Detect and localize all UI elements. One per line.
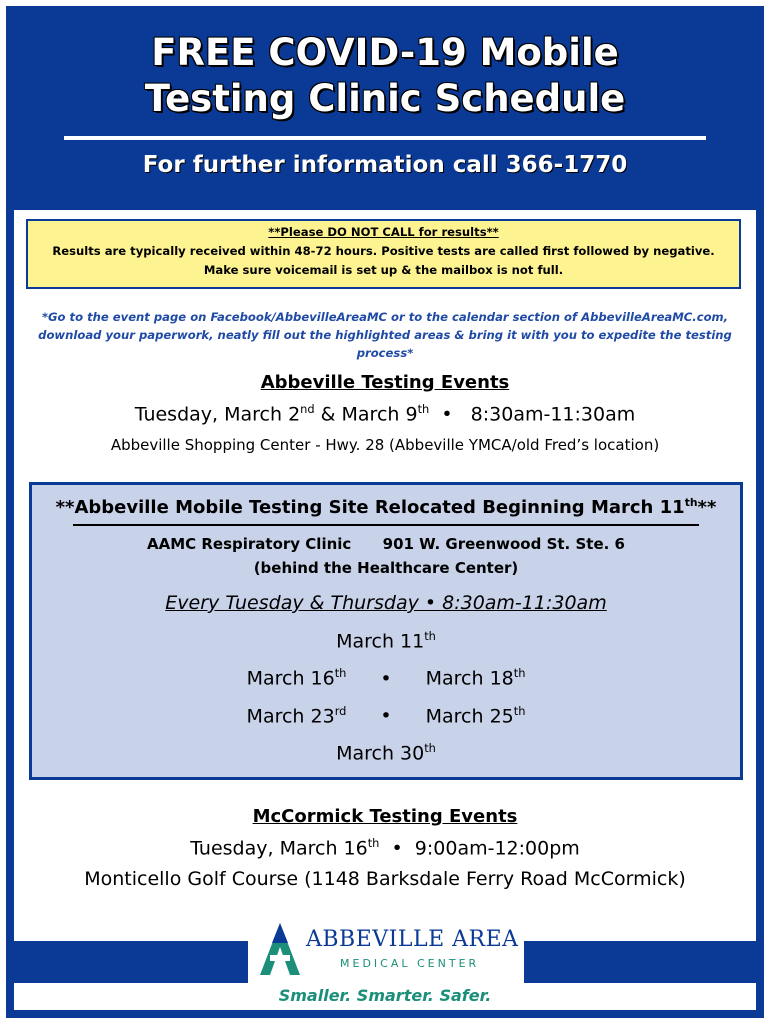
abbeville-day: Tuesday, March 2 [134,403,301,426]
date-row [32,657,740,694]
results-notice [26,219,741,289]
mccormick-time: • 9:00am-12:00pm [379,837,580,860]
title-line-1: FREE COVID-19 Mobile [151,31,619,74]
relocation-panel [29,482,743,780]
abbeville-time: • 8:30am-11:30am [429,403,636,426]
date-row [32,620,740,657]
date-suffix: th [334,666,347,681]
abbeville-day-2-suffix: th [417,402,430,416]
relocation-schedule: Every Tuesday & Thursday • 8:30am-11:30am [165,592,607,614]
relocation-title-text: **Abbeville Mobile Testing Site Relocated Beginning March 11 [55,497,685,518]
date-text: March 18 [425,667,514,690]
date-suffix: th [424,629,436,643]
date-suffix: th [513,666,526,681]
abbeville-location: Abbeville Shopping Center - Hwy. 28 (Abbeville YMCA/old Fred’s location) [110,436,660,454]
paperwork-instructions [14,308,756,362]
logo [248,913,524,985]
relocation-divider [73,524,699,526]
logo-name: ABBEVILLE AREA [306,927,519,952]
notice-line-2: Make sure voicemail is set up & the mailbox is not full. [203,263,564,277]
date-text: March 11 [336,630,425,653]
address-line-1: AAMC Respiratory Clinic 901 W. Greenwood St. Ste. 6 [147,535,625,553]
date-suffix: th [513,703,526,718]
mccormick-day-suffix: th [367,836,380,850]
date-suffix: th [424,740,436,755]
date-bullet: • [380,667,392,690]
relocation-address [32,532,740,580]
mccormick-section-title: McCormick Testing Events [252,806,518,827]
instructions-line-1: *Go to the event page on Facebook/AbbevilleAreaMC or to the calendar section of AbbevilleAreaMC.com, [41,310,729,324]
notice-heading: **Please DO NOT CALL for results** [268,225,499,239]
date-row [32,732,740,769]
date-bullet: • [380,704,392,727]
date-text: March 16 [246,667,335,690]
info-phone: For further information call 366-1770 [142,152,628,178]
instructions-line-2: download your paperwork, neatly fill out the highlighted areas & bring it with you to expedite the testing process* [38,328,732,360]
date-text: March 30 [336,742,425,765]
date-row [32,695,740,732]
page-title [14,30,756,122]
mccormick-schedule [14,836,756,859]
mccormick-day: Tuesday, March 16 [190,837,368,860]
abbeville-schedule [14,402,756,425]
logo-subtitle: MEDICAL CENTER [340,957,480,970]
logo-a-icon [258,921,302,977]
abbeville-day-suffix: nd [300,402,315,416]
relocation-title-suffix: th [684,496,698,509]
date-text: March 25 [425,704,514,727]
tagline: Smaller. Smarter. Safer. [278,986,492,1005]
date-text: March 23 [246,704,335,727]
header-banner [14,14,756,210]
abbeville-section-title: Abbeville Testing Events [260,372,510,393]
relocation-title [32,496,740,518]
address-line-2: (behind the Healthcare Center) [253,559,519,577]
abbeville-day-2: & March 9 [314,403,418,426]
date-suffix: rd [334,703,347,718]
header-divider [64,136,706,140]
title-line-2: Testing Clinic Schedule [144,77,626,120]
relocation-title-end: ** [697,497,717,518]
relocation-dates [32,620,740,769]
mccormick-location: Monticello Golf Course (1148 Barksdale Ferry Road McCormick) [84,868,686,890]
notice-line-1: Results are typically received within 48-72 hours. Positive tests are called first followed by negative. [52,244,715,258]
